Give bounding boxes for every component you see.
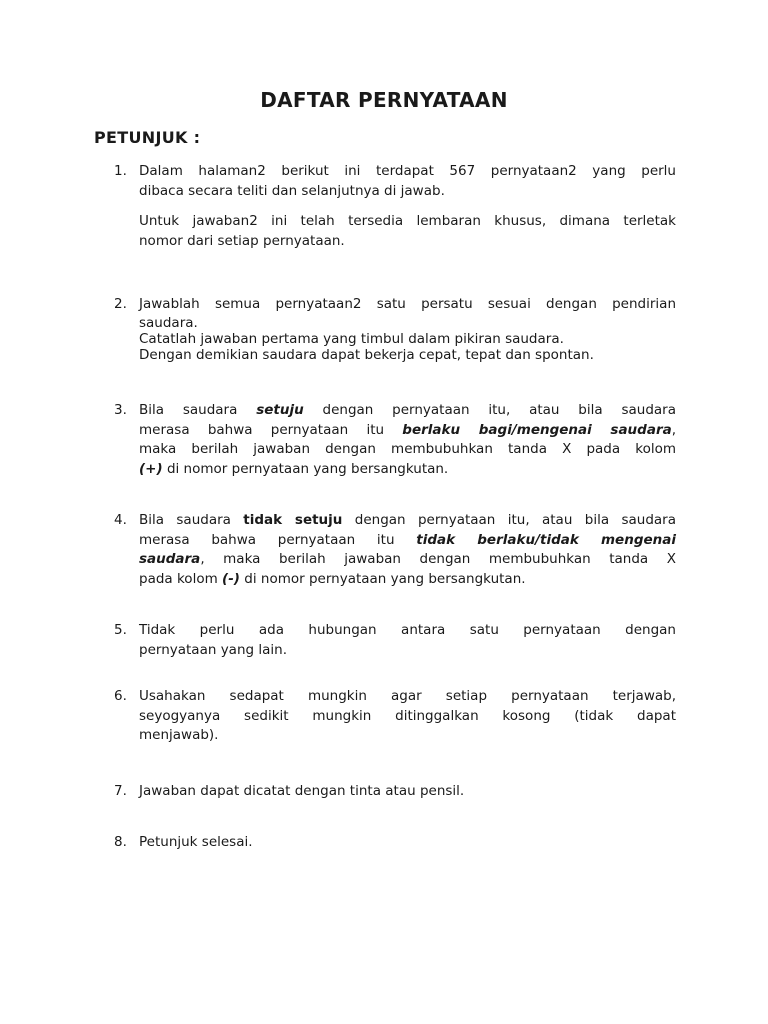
emphasis-tidak-setuju: tidak setuju (243, 512, 343, 528)
text-line: Bila saudara setuju dengan pernyataan itu, atau bila saudara (139, 402, 676, 418)
emphasis-berlaku: berlaku bagi/mengenai saudara (402, 421, 672, 438)
item-number: 2. (114, 296, 127, 312)
text-line: pernyataan yang lain. (139, 641, 287, 658)
item-text (139, 687, 676, 746)
item-number: 3. (114, 402, 127, 418)
item-text (139, 162, 676, 251)
text-line: seyogyanya sedikit mungkin ditinggalkan kosong (tidak dapat (139, 707, 676, 724)
document-title: DAFTAR PERNYATAAN (260, 88, 508, 112)
text-line: merasa bahwa pernyataan itu tidak berlaku/tidak mengenai (139, 531, 676, 548)
text-line: Jawablah semua pernyataan2 satu persatu sesuai dengan pendirian (139, 296, 676, 312)
instruction-item-5 (114, 621, 676, 660)
item-number: 1. (114, 163, 127, 179)
minus-column-label: (-) (222, 570, 240, 587)
item-number: 7. (114, 783, 127, 799)
instruction-item-4 (114, 511, 676, 589)
item-number: 4. (114, 512, 127, 528)
text-line: dibaca secara teliti dan selanjutnya di jawab. (139, 182, 445, 199)
text-line: saudara, maka berilah jawaban dengan membubuhkan tanda X (139, 551, 676, 567)
instruction-item-7 (114, 782, 676, 802)
item-number: 6. (114, 688, 127, 704)
text-line: nomor dari setiap pernyataan. (139, 232, 345, 249)
text-line: (+) di nomor pernyataan yang bersangkutan. (139, 460, 449, 477)
text-line: saudara. (139, 314, 198, 331)
item-text (139, 621, 676, 660)
text-line: Dengan demikian saudara dapat bekerja cepat, tepat dan spontan. (139, 346, 594, 363)
item-text (139, 511, 676, 589)
text-line: Catatlah jawaban pertama yang timbul dalam pikiran saudara. (139, 330, 564, 347)
item-text (139, 833, 676, 853)
item-text (139, 782, 676, 802)
emphasis-setuju: setuju (256, 402, 304, 418)
emphasis-tidak-berlaku: tidak berlaku/tidak mengenai (416, 531, 676, 548)
text-line: menjawab). (139, 727, 219, 743)
text-line: Untuk jawaban2 ini telah tersedia lembaran khusus, dimana terletak (139, 213, 676, 229)
instruction-item-1 (114, 162, 676, 251)
item-text (139, 295, 676, 364)
item-number: 8. (114, 834, 127, 850)
item-number: 5. (114, 622, 127, 638)
text-line: maka berilah jawaban dengan membubuhkan tanda X pada kolom (139, 441, 676, 457)
instruction-item-8 (114, 833, 676, 853)
instruction-item-6 (114, 687, 676, 746)
instruction-item-3 (114, 401, 676, 479)
item-text (139, 401, 676, 479)
text-line: Tidak perlu ada hubungan antara satu pernyataan dengan (139, 622, 676, 638)
text-line: Bila saudara tidak setuju dengan pernyataan itu, atau bila saudara (139, 512, 676, 528)
plus-column-label: (+) (139, 460, 163, 477)
text-line: merasa bahwa pernyataan itu berlaku bagi/mengenai saudara, (139, 421, 677, 438)
text-line: Usahakan sedapat mungkin agar setiap pernyataan terjawab, (139, 688, 676, 704)
instructions-heading: PETUNJUK : (94, 128, 201, 147)
text-line: Jawaban dapat dicatat dengan tinta atau pensil. (139, 783, 465, 799)
text-line: Dalam halaman2 berikut ini terdapat 567 pernyataan2 yang perlu (139, 163, 676, 179)
instruction-item-2 (114, 295, 676, 364)
text-line: pada kolom (-) di nomor pernyataan yang bersangkutan. (139, 570, 526, 587)
emphasis-saudara: saudara (139, 551, 201, 567)
text-line: Petunjuk selesai. (139, 834, 253, 850)
